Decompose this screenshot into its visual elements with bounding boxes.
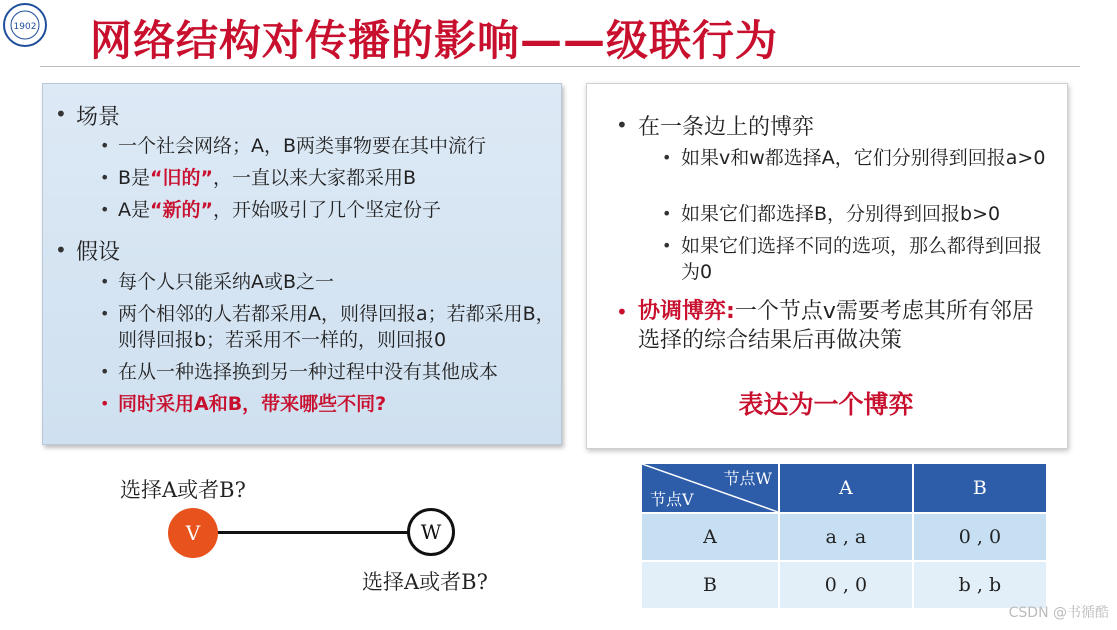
row-header: A — [641, 513, 779, 561]
column-label: 节点W — [723, 469, 772, 488]
game-rule: 如果它们都选择B，分别得到回报b>0 — [681, 203, 1001, 225]
watermark: CSDN @书循酷 — [1008, 605, 1109, 621]
bullet-icon: • — [100, 304, 110, 323]
node-w: W — [407, 508, 455, 556]
row-label: 节点V — [650, 490, 694, 509]
bullet-icon: • — [55, 102, 67, 126]
payoff-cell: 0 , 0 — [779, 561, 913, 609]
bullet-icon: • — [100, 136, 110, 155]
bullet-icon: • — [100, 394, 110, 413]
game-rule: 如果v和w都选择A，它们分别得到回报a>0 — [681, 147, 1046, 169]
payoff-table — [640, 462, 1048, 610]
table-corner — [641, 463, 779, 513]
coordination-game: 协调博弈:一个节点v需要考虑其所有邻居选择的综合结果后再做决策 — [638, 299, 1034, 353]
question-left: 选择A或者B? — [120, 478, 246, 502]
game-rule: 如果它们选择不同的选项，那么都得到回报为0 — [681, 235, 1043, 283]
assumption-item: 在从一种选择换到另一种过程中没有其他成本 — [118, 361, 499, 383]
title-divider — [40, 66, 1080, 67]
question-right: 选择A或者B? — [362, 570, 488, 594]
bullet-icon: • — [662, 236, 672, 255]
bullet-icon: • — [100, 362, 110, 381]
assumption-question: 同时采用A和B，带来哪些不同? — [118, 393, 387, 415]
table-row — [641, 561, 1047, 609]
bullet-icon: • — [100, 200, 110, 219]
node-v: V — [168, 508, 218, 558]
scene-item: A是“新的”，开始吸引了几个坚定份子 — [118, 199, 441, 221]
bullet-icon: • — [662, 148, 672, 167]
column-header: B — [913, 463, 1047, 513]
edge-game-heading: 在一条边上的博弈 — [638, 115, 815, 140]
scene-heading: 场景 — [76, 105, 121, 130]
bullet-icon: • — [55, 238, 67, 262]
bullet-icon: • — [100, 272, 110, 291]
row-header: B — [641, 561, 779, 609]
bullet-icon: • — [662, 204, 672, 223]
bullet-icon: • — [616, 113, 628, 137]
payoff-cell: a , a — [779, 513, 913, 561]
bullet-icon: • — [616, 300, 628, 324]
bullet-icon: • — [100, 168, 110, 187]
express-as-game: 表达为一个博弈 — [738, 390, 914, 419]
table-row — [641, 513, 1047, 561]
svg-text:1902: 1902 — [13, 22, 37, 32]
payoff-cell: b , b — [913, 561, 1047, 609]
assumption-heading: 假设 — [76, 240, 121, 265]
column-header: A — [779, 463, 913, 513]
university-logo — [2, 2, 48, 48]
scene-item: B是“旧的”，一直以来大家都采用B — [118, 167, 417, 189]
scene-item: 一个社会网络；A，B两类事物要在其中流行 — [118, 135, 487, 157]
payoff-cell: 0 , 0 — [913, 513, 1047, 561]
assumption-item: 两个相邻的人若都采用A，则得回报a；若都采用B，则得回报b；若采用不一样的，则回报0 — [118, 303, 555, 351]
page-title: 网络结构对传播的影响——级联行为 — [90, 16, 779, 65]
edge-line — [216, 531, 409, 534]
assumption-item: 每个人只能采纳A或B之一 — [118, 271, 335, 293]
